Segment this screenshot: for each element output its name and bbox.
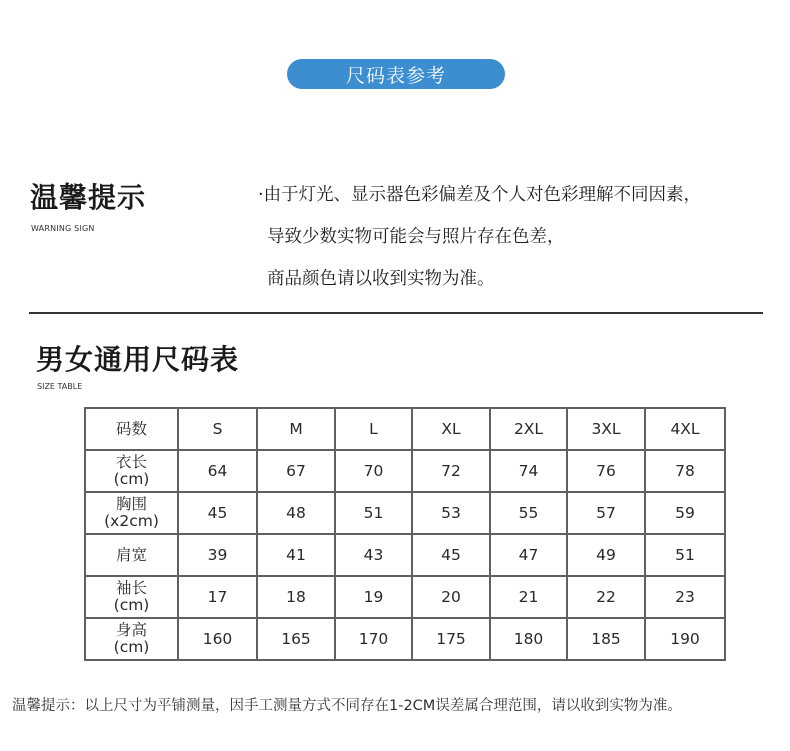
table-cell: 180	[490, 618, 567, 660]
table-cell: 57	[567, 492, 645, 534]
size-chart-badge: 尺码表参考	[287, 59, 505, 89]
table-cell: 43	[335, 534, 412, 576]
table-cell: 72	[412, 450, 490, 492]
warning-line: 商品颜色请以收到实物为准。	[267, 269, 495, 289]
table-cell: 64	[178, 450, 257, 492]
table-cell: 190	[645, 618, 725, 660]
row-label	[85, 534, 178, 576]
table-cell: 59	[645, 492, 725, 534]
warning-text	[258, 181, 701, 307]
row-label	[85, 492, 178, 534]
header-size: XL	[412, 408, 490, 450]
footer-note: 温馨提示：以上尺寸为平铺测量，因手工测量方式不同存在1-2CM误差属合理范围，请以收到实物为准。	[12, 698, 682, 714]
table-cell: 175	[412, 618, 490, 660]
table-cell: 165	[257, 618, 335, 660]
header-size: M	[257, 408, 335, 450]
row-label-unit: (cm)	[113, 638, 150, 656]
table-row	[85, 576, 725, 618]
size-table-subtitle: SIZE TABLE	[37, 382, 83, 391]
table-cell: 17	[178, 576, 257, 618]
table-cell: 55	[490, 492, 567, 534]
row-label-unit: (cm)	[113, 596, 150, 614]
table-cell: 48	[257, 492, 335, 534]
table-cell: 170	[335, 618, 412, 660]
table-cell: 21	[490, 576, 567, 618]
table-row	[85, 534, 725, 576]
table-row	[85, 492, 725, 534]
table-cell: 51	[645, 534, 725, 576]
header-corner: 码数	[85, 408, 178, 450]
table-cell: 185	[567, 618, 645, 660]
table-cell: 45	[412, 534, 490, 576]
table-cell: 51	[335, 492, 412, 534]
row-label-name: 身高	[115, 621, 147, 639]
header-size: 2XL	[490, 408, 567, 450]
table-row	[85, 618, 725, 660]
row-label	[85, 618, 178, 660]
table-cell: 74	[490, 450, 567, 492]
table-cell: 19	[335, 576, 412, 618]
header-size: 4XL	[645, 408, 725, 450]
table-header-row	[85, 408, 725, 450]
table-cell: 18	[257, 576, 335, 618]
header-size: 3XL	[567, 408, 645, 450]
header-size: S	[178, 408, 257, 450]
table-cell: 67	[257, 450, 335, 492]
table-cell: 22	[567, 576, 645, 618]
row-label-unit: (x2cm)	[104, 512, 159, 530]
table-cell: 39	[178, 534, 257, 576]
row-label	[85, 450, 178, 492]
row-label-unit: (cm)	[113, 470, 150, 488]
table-cell: 53	[412, 492, 490, 534]
row-label-name: 衣长	[115, 453, 147, 471]
table-cell: 70	[335, 450, 412, 492]
table-cell: 41	[257, 534, 335, 576]
warning-line: 导致少数实物可能会与照片存在色差，	[267, 227, 565, 247]
warning-line: ·由于灯光、显示器色彩偏差及个人对色彩理解不同因素，	[258, 185, 702, 205]
section-divider	[29, 312, 763, 314]
table-cell: 20	[412, 576, 490, 618]
size-table-title: 男女通用尺码表	[36, 343, 240, 376]
table-cell: 78	[645, 450, 725, 492]
row-label-name: 胸围	[115, 495, 147, 513]
table-cell: 49	[567, 534, 645, 576]
warning-subtitle: WARNING SIGN	[31, 224, 95, 233]
size-table	[84, 407, 726, 661]
table-cell: 45	[178, 492, 257, 534]
table-cell: 23	[645, 576, 725, 618]
table-cell: 76	[567, 450, 645, 492]
row-label-name: 肩宽	[115, 545, 147, 564]
row-label	[85, 576, 178, 618]
header-size: L	[335, 408, 412, 450]
table-row	[85, 450, 725, 492]
row-label-name: 袖长	[115, 579, 147, 597]
table-cell: 47	[490, 534, 567, 576]
warning-title: 温馨提示	[30, 181, 147, 214]
table-cell: 160	[178, 618, 257, 660]
